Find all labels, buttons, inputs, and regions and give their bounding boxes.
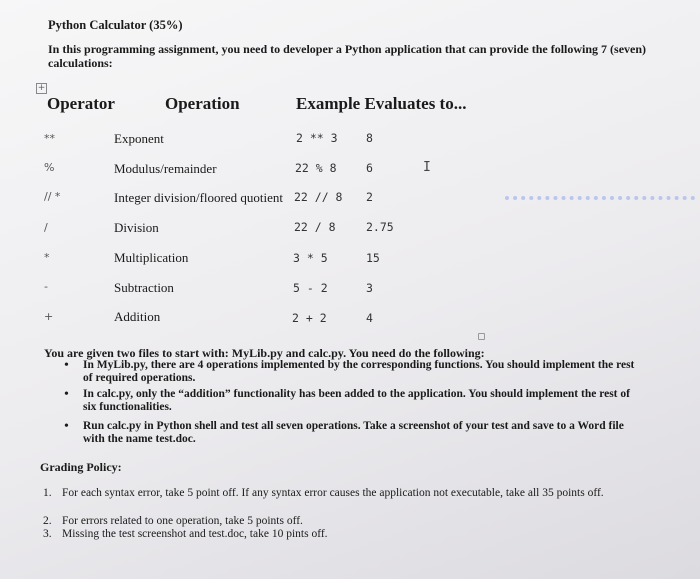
- grading-item: Missing the test screenshot and test.doc, take 10 pints off.: [62, 528, 328, 540]
- table-move-handle-icon[interactable]: +: [37, 83, 46, 93]
- header-operator: Operator: [47, 94, 115, 113]
- bullet-item: In calc.py, only the “addition” functionality has been added to the application. You should implement the rest of six functionalities.: [83, 388, 630, 413]
- operation-name: Modulus/remainder: [114, 161, 217, 176]
- operation-name: Integer division/floored quotient: [114, 190, 283, 205]
- bullet-item: In MyLib.py, there are 4 operations implemented by the corresponding functions. You should implement the rest of required operations.: [83, 359, 635, 384]
- operator-symbol: %: [44, 161, 55, 174]
- page-title: Python Calculator (35%): [48, 18, 183, 32]
- operation-name: Addition: [114, 309, 161, 324]
- operation-name: Multiplication: [114, 250, 189, 265]
- grading-item: For errors related to one operation, take 5 points off.: [62, 515, 303, 527]
- text-cursor-icon: I: [423, 160, 431, 175]
- example-expression: 3 * 5: [293, 251, 328, 265]
- example-expression: 22 / 8: [294, 220, 336, 234]
- bullet-icon: •: [64, 419, 69, 434]
- bullet-icon: •: [64, 358, 69, 373]
- list-number: 3.: [43, 528, 52, 540]
- example-expression: 22 % 8: [295, 161, 337, 175]
- example-result: 8: [366, 131, 373, 145]
- intro-paragraph: In this programming assignment, you need to developer a Python application that can provide the following 7 (seven) calculations:: [48, 42, 647, 70]
- operator-symbol: -: [44, 280, 48, 293]
- operator-symbol: // *: [44, 190, 61, 203]
- operator-symbol: **: [44, 132, 55, 145]
- grading-policy-label: Grading Policy:: [40, 460, 122, 474]
- files-intro: You are given two files to start with: MyLib.py and calc.py. You need do the following:: [44, 346, 485, 360]
- example-result: 15: [366, 251, 380, 265]
- grading-item: For each syntax error, take 5 point off. If any syntax error causes the application not executable, take all 35 points off.: [62, 487, 604, 499]
- operation-name: Subtraction: [114, 280, 174, 295]
- operator-symbol: +: [44, 310, 54, 323]
- list-number: 1.: [43, 487, 52, 499]
- bullet-icon: •: [64, 387, 69, 402]
- operator-symbol: *: [44, 251, 50, 264]
- bullet-item: Run calc.py in Python shell and test all seven operations. Take a screenshot of your test and save to a Word file with the name test.doc.: [83, 420, 624, 445]
- example-expression: 2 ** 3: [296, 131, 338, 145]
- operator-symbol: /: [44, 221, 48, 234]
- operation-name: Division: [114, 220, 159, 235]
- example-result: 6: [366, 161, 373, 175]
- header-operation: Operation: [165, 94, 240, 113]
- operation-name: Exponent: [114, 131, 164, 146]
- example-expression: 2 + 2: [292, 311, 327, 325]
- list-number: 2.: [43, 515, 52, 527]
- header-example: Example Evaluates to...: [296, 94, 467, 113]
- example-result: 3: [366, 281, 373, 295]
- paragraph-anchor-icon: [478, 333, 485, 340]
- example-expression: 22 // 8: [294, 190, 343, 204]
- example-result: 2: [366, 190, 373, 204]
- selection-dotted-line: [505, 196, 695, 204]
- example-expression: 5 - 2: [293, 281, 328, 295]
- example-result: 2.75: [366, 220, 394, 234]
- example-result: 4: [366, 311, 373, 325]
